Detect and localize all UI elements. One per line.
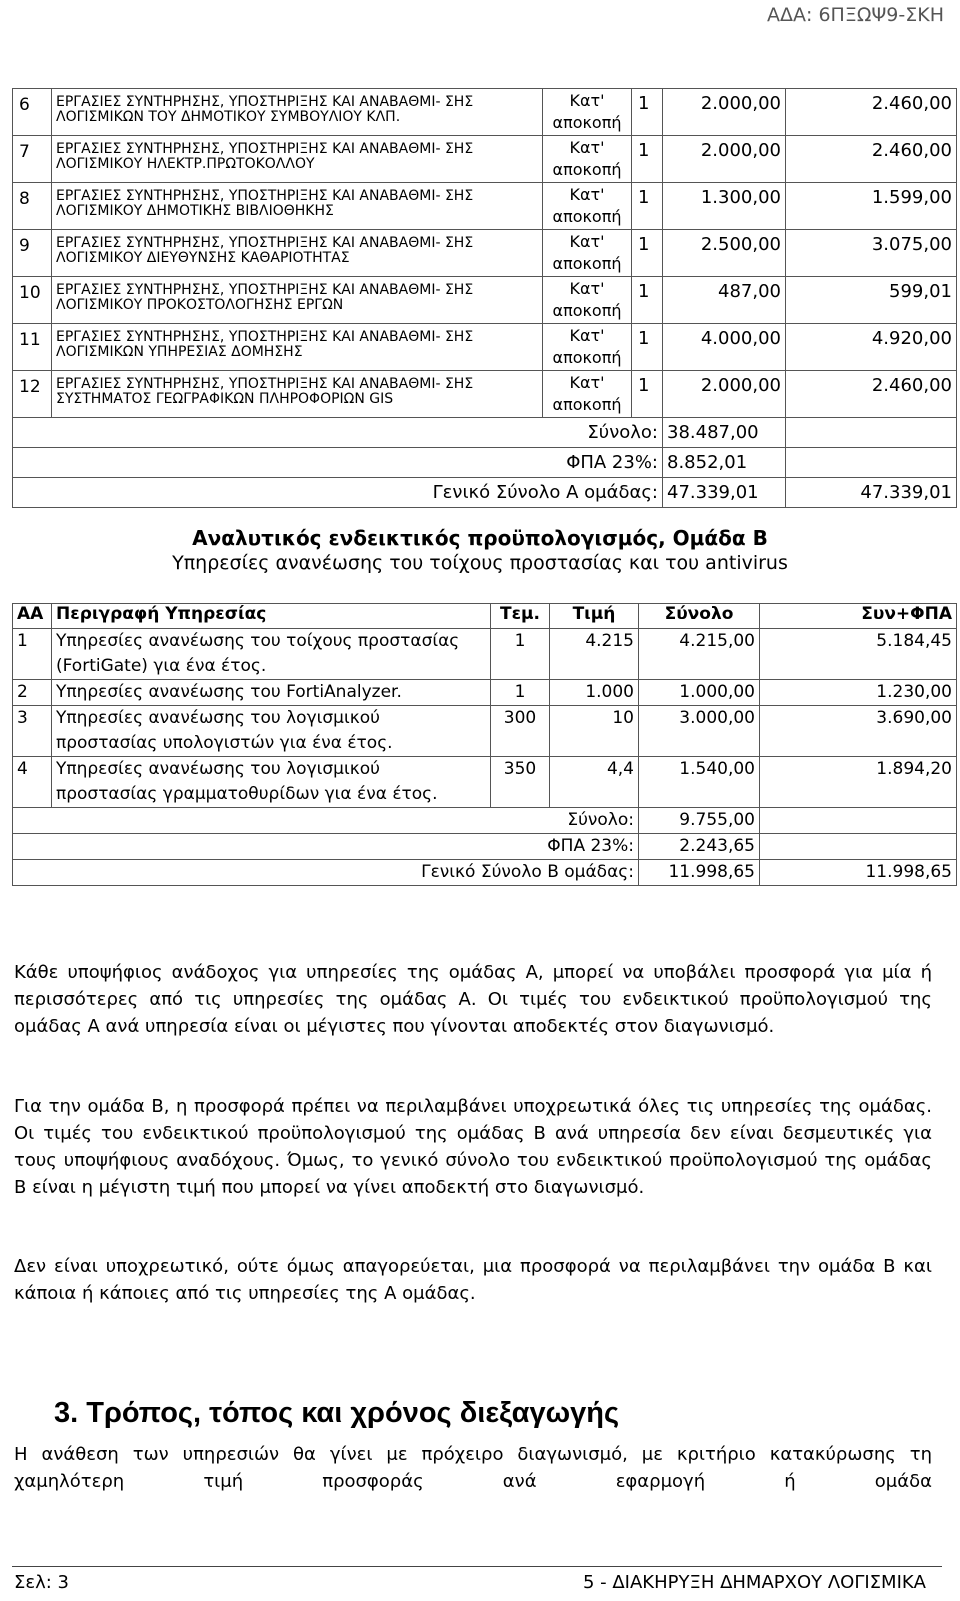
row-quantity: 1	[632, 183, 663, 230]
row-unit: Κατ' αποκοπή	[543, 371, 632, 418]
page-number: Σελ: 3	[14, 1572, 69, 1593]
table-row	[13, 371, 957, 418]
header-total-vat: Συν+ΦΠΑ	[760, 604, 957, 629]
table-row	[13, 136, 957, 183]
row-description: Υπηρεσίες ανανέωσης του λογισμικού προστασίας γραμματοθυρίδων για ένα έτος.	[52, 757, 491, 808]
row-total: 1.000,00	[639, 680, 760, 706]
row-number: 9	[13, 230, 52, 277]
row-total-vat: 1.599,00	[786, 183, 957, 230]
vat-row	[13, 448, 957, 478]
footer-divider	[12, 1566, 942, 1567]
table-row	[13, 230, 957, 277]
vat-row-value-vat	[760, 834, 957, 860]
row-total-vat: 3.690,00	[760, 706, 957, 757]
vat-row-value: 2.243,65	[639, 834, 760, 860]
row-total-vat: 2.460,00	[786, 89, 957, 136]
row-number: 2	[13, 680, 52, 706]
row-quantity: 1	[491, 680, 550, 706]
row-number: 6	[13, 89, 52, 136]
group-b-table	[12, 603, 957, 886]
sum-row-value-vat	[786, 418, 957, 448]
row-total: 3.000,00	[639, 706, 760, 757]
grand-total-row	[13, 478, 957, 508]
grand-total-row-value-vat: 47.339,01	[786, 478, 957, 508]
header-qty: Τεμ.	[491, 604, 550, 629]
table-row	[13, 680, 957, 706]
row-number: 1	[13, 629, 52, 680]
row-total-vat: 599,01	[786, 277, 957, 324]
row-total-vat: 4.920,00	[786, 324, 957, 371]
header-price: Τιμή	[550, 604, 639, 629]
row-number: 4	[13, 757, 52, 808]
table-row	[13, 629, 957, 680]
table-row	[13, 757, 957, 808]
table-row	[13, 706, 957, 757]
row-total-vat: 1.894,20	[760, 757, 957, 808]
sum-row	[13, 808, 957, 834]
row-description: Υπηρεσίες ανανέωσης του λογισμικού προστασίας υπολογιστών για ένα έτος.	[52, 706, 491, 757]
row-unit: Κατ' αποκοπή	[543, 277, 632, 324]
group-a-table	[12, 88, 957, 508]
row-price: 4.215	[550, 629, 639, 680]
row-unit: Κατ' αποκοπή	[543, 183, 632, 230]
row-quantity: 350	[491, 757, 550, 808]
row-description: ΕΡΓΑΣΙΕΣ ΣΥΝΤΗΡΗΣΗΣ, ΥΠΟΣΤΗΡΙΞΗΣ ΚΑΙ ΑΝΑΒΑΘΜΙ- ΣΗΣ ΣΥΣΤΗΜΑΤΟΣ ΓΕΩΓΡΑΦΙΚΩΝ ΠΛΗΡΟΦΟΡΙΩΝ GIS	[52, 371, 543, 418]
table-row	[13, 183, 957, 230]
row-description: ΕΡΓΑΣΙΕΣ ΣΥΝΤΗΡΗΣΗΣ, ΥΠΟΣΤΗΡΙΞΗΣ ΚΑΙ ΑΝΑΒΑΘΜΙ- ΣΗΣ ΛΟΓΙΣΜΙΚΟΥ ΗΛΕΚΤΡ.ΠΡΩΤΟΚΟΛΛΟΥ	[52, 136, 543, 183]
row-total-vat: 5.184,45	[760, 629, 957, 680]
group-b-title: Αναλυτικός ενδεικτικός προϋπολογισμός, Ομάδα Β	[192, 526, 768, 550]
group-b-subtitle: Υπηρεσίες ανανέωσης του τοίχους προστασίας και του antivirus	[172, 552, 788, 574]
header-total: Σύνολο	[639, 604, 760, 629]
table-row	[13, 277, 957, 324]
row-description: ΕΡΓΑΣΙΕΣ ΣΥΝΤΗΡΗΣΗΣ, ΥΠΟΣΤΗΡΙΞΗΣ ΚΑΙ ΑΝΑΒΑΘΜΙ- ΣΗΣ ΛΟΓΙΣΜΙΚΩΝ ΥΠΗΡΕΣΙΑΣ ΔΟΜΗΣΗΣ	[52, 324, 543, 371]
sum-row-value: 9.755,00	[639, 808, 760, 834]
header-desc: Περιγραφή Υπηρεσίας	[52, 604, 491, 629]
paragraph-group-a: Κάθε υποψήφιος ανάδοχος για υπηρεσίες της ομάδας Α, μπορεί να υποβάλει προσφορά για μία ή περισσότερες από τις υπηρεσίες της ομάδας Α. Οι τιμές του ενδεικτικού προϋπολογισμού της ομάδας Α ανά υπηρεσία είναι οι μέγιστες που γίνονται αποδεκτές στον διαγωνισμό.	[14, 962, 932, 1037]
row-unit: Κατ' αποκοπή	[543, 230, 632, 277]
grand-total-row-label: Γενικό Σύνολο Α ομάδας:	[13, 478, 663, 508]
grand-total-row-value: 47.339,01	[663, 478, 786, 508]
row-description: Υπηρεσίες ανανέωσης του τοίχους προστασίας (FortiGate) για ένα έτος.	[52, 629, 491, 680]
table-header-row	[13, 604, 957, 629]
vat-row-label: ΦΠΑ 23%:	[13, 834, 639, 860]
row-price: 4.000,00	[663, 324, 786, 371]
row-total-vat: 2.460,00	[786, 136, 957, 183]
sum-row-value-vat	[760, 808, 957, 834]
row-number: 10	[13, 277, 52, 324]
row-price: 4,4	[550, 757, 639, 808]
row-quantity: 1	[632, 230, 663, 277]
section-heading: 3. Τρόπος, τόπος και χρόνος διεξαγωγής	[54, 1397, 620, 1429]
vat-row-label: ΦΠΑ 23%:	[13, 448, 663, 478]
row-quantity: 1	[632, 89, 663, 136]
row-price: 1.000	[550, 680, 639, 706]
row-number: 7	[13, 136, 52, 183]
row-price: 2.000,00	[663, 89, 786, 136]
row-number: 12	[13, 371, 52, 418]
section-paragraph: Η ανάθεση των υπηρεσιών θα γίνει με πρόχειρο διαγωνισμό, με κριτήριο κατακύρωσης τη χαμηλότερη τιμή προσφοράς ανά εφαρμογή ή ομάδα	[14, 1444, 932, 1492]
row-price: 2.500,00	[663, 230, 786, 277]
ada-code: ΑΔΑ: 6ΠΞΩΨ9-ΣΚΗ	[767, 4, 944, 26]
row-price: 2.000,00	[663, 371, 786, 418]
row-quantity: 1	[491, 629, 550, 680]
header-aa: ΑΑ	[13, 604, 52, 629]
row-total-vat: 1.230,00	[760, 680, 957, 706]
row-quantity: 1	[632, 371, 663, 418]
grand-total-row-value: 11.998,65	[639, 860, 760, 886]
row-description: Υπηρεσίες ανανέωσης του FortiAnalyzer.	[52, 680, 491, 706]
sum-row-label: Σύνολο:	[13, 808, 639, 834]
vat-row-value: 8.852,01	[663, 448, 786, 478]
row-description: ΕΡΓΑΣΙΕΣ ΣΥΝΤΗΡΗΣΗΣ, ΥΠΟΣΤΗΡΙΞΗΣ ΚΑΙ ΑΝΑΒΑΘΜΙ- ΣΗΣ ΛΟΓΙΣΜΙΚΟΥ ΔΗΜΟΤΙΚΗΣ ΒΙΒΛΙΟΘΗΚΗΣ	[52, 183, 543, 230]
row-quantity: 1	[632, 324, 663, 371]
grand-total-row	[13, 860, 957, 886]
grand-total-row-value-vat: 11.998,65	[760, 860, 957, 886]
row-total: 1.540,00	[639, 757, 760, 808]
row-price: 2.000,00	[663, 136, 786, 183]
row-price: 1.300,00	[663, 183, 786, 230]
row-number: 3	[13, 706, 52, 757]
vat-row-value-vat	[786, 448, 957, 478]
row-price: 487,00	[663, 277, 786, 324]
sum-row-label: Σύνολο:	[13, 418, 663, 448]
row-number: 8	[13, 183, 52, 230]
row-number: 11	[13, 324, 52, 371]
row-description: ΕΡΓΑΣΙΕΣ ΣΥΝΤΗΡΗΣΗΣ, ΥΠΟΣΤΗΡΙΞΗΣ ΚΑΙ ΑΝΑΒΑΘΜΙ- ΣΗΣ ΛΟΓΙΣΜΙΚΟΥ ΠΡΟΚΟΣΤΟΛΟΓΗΣΗΣ ΕΡΓΩΝ	[52, 277, 543, 324]
grand-total-row-label: Γενικό Σύνολο Β ομάδας:	[13, 860, 639, 886]
row-unit: Κατ' αποκοπή	[543, 89, 632, 136]
row-unit: Κατ' αποκοπή	[543, 136, 632, 183]
vat-row	[13, 834, 957, 860]
row-price: 10	[550, 706, 639, 757]
row-description: ΕΡΓΑΣΙΕΣ ΣΥΝΤΗΡΗΣΗΣ, ΥΠΟΣΤΗΡΙΞΗΣ ΚΑΙ ΑΝΑΒΑΘΜΙ- ΣΗΣ ΛΟΓΙΣΜΙΚΟΥ ΔΙΕΥΘΥΝΣΗΣ ΚΑΘΑΡΙΟΤΗΤΑΣ	[52, 230, 543, 277]
row-total-vat: 3.075,00	[786, 230, 957, 277]
sum-row	[13, 418, 957, 448]
row-quantity: 300	[491, 706, 550, 757]
sum-row-value: 38.487,00	[663, 418, 786, 448]
table-row	[13, 89, 957, 136]
row-description: ΕΡΓΑΣΙΕΣ ΣΥΝΤΗΡΗΣΗΣ, ΥΠΟΣΤΗΡΙΞΗΣ ΚΑΙ ΑΝΑΒΑΘΜΙ- ΣΗΣ ΛΟΓΙΣΜΙΚΩΝ ΤΟΥ ΔΗΜΟΤΙΚΟΥ ΣΥΜΒΟΥΛΙΟΥ ΚΛΠ.	[52, 89, 543, 136]
row-unit: Κατ' αποκοπή	[543, 324, 632, 371]
table-row	[13, 324, 957, 371]
footer-title: 5 - ΔΙΑΚΗΡΥΞΗ ΔΗΜΑΡΧΟΥ ΛΟΓΙΣΜΙΚΑ	[582, 1572, 926, 1593]
row-quantity: 1	[632, 277, 663, 324]
paragraph-group-b: Για την ομάδα Β, η προσφορά πρέπει να περιλαμβάνει υποχρεωτικά όλες τις υπηρεσίες της ομάδας. Οι τιμές του ενδεικτικού προϋπολογισμού της ομάδας Β ανά υπηρεσία δεν είναι δεσμευτικές για τους υποψήφιους αναδόχους. Όμως, το γενικό σύνολο του ενδεικτικού προϋπολογισμού της ομάδας Β είναι η μέγιστη τιμή που μπορεί να γίνει αποδεκτή στο διαγωνισμό.	[14, 1096, 932, 1198]
row-total: 4.215,00	[639, 629, 760, 680]
paragraph-combined: Δεν είναι υποχρεωτικό, ούτε όμως απαγορεύεται, μια προσφορά να περιλαμβάνει την ομάδα Β και κάποια ή κάποιες από τις υπηρεσίες της Α ομάδας.	[14, 1256, 932, 1304]
row-total-vat: 2.460,00	[786, 371, 957, 418]
row-quantity: 1	[632, 136, 663, 183]
